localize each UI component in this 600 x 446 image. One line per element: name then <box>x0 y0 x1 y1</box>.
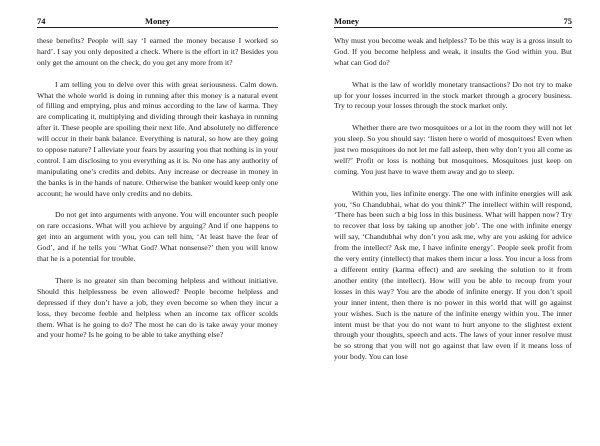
paragraph: these benefits? People will say ‘I earned the money because I worked so hard’. I say you only deposited a check. Where is the effort in it? Besides you only get the amount on the check, do you get any more from it? <box>37 36 278 67</box>
left-page-number: 74 <box>37 16 46 26</box>
paragraph: Do not get into arguments with anyone. You will encounter such people on rare occasions. What will you achieve by arguing? And if one happens to get into an argument with you, you can tell him, ‘At least have the fear of God’, and if he tells you ‘What God? What nonsense?’ then you will know that he is a potential for trouble. <box>37 210 278 264</box>
paragraph: I am telling you to delve over this with great seriousness. Calm down. What the whole world is doing in running after this money is a natural event of filling and emptying, plus and minus according to the law of karma. They are complicating it, multiplying and dividing through their kashaya in running after it. These people are spoiling their next life. And absolutely no difference will occur in their bank balance. Everything is natural, so how are they going to oppose nature? I alleviate your fears by assuring you that nothing is in your control. I am disclosing to you everything as it is. No one has any authority of manipulating one’s credits and debits. Any increase or decrease in money in the banks is in the hands of nature. Otherwise the banker would keep only one account; he would have only credits and no debits. <box>37 79 278 198</box>
left-running-title: Money <box>144 16 171 26</box>
paragraph: What is the law of worldly monetary transactions? Do not try to make up for your losses incurred in the stock market through a grocery business. Try to recoup your losses through the stock market only. <box>334 79 572 111</box>
right-running-title: Money <box>334 16 360 26</box>
right-header-rule <box>334 27 572 28</box>
left-page-header <box>37 0 278 28</box>
paragraph: Within you, lies infinite energy. The one with infinite energies will ask you, ‘So Chandubhai, what do you think?’ The intellect within will respond, ‘There has been such a big loss in this business. What will happen now? Try to recover that loss by taking up another job’. The one with infinite energy will say, ‘Chandubhai why don’t you ask me, why are you asking for advice from the intellect? Ask me, I have infinite energy’. People seek profit from the very entity (intellect) that makes them incur a loss. You incur a loss from a different entity (karma effect) and are seeking the solution to it from another entity (the intellect). How will you be able to recoup from your losses in this way? You are the abode of infinite energy. If you don’t spoil your inner intent, then there is no power in this world that will go against your wishes. Such is the nature of the infinite energy within you. The inner intent must be that you do not want to hurt anyone to the slightest extent through your thoughts, speech and acts. The laws of your inner resolve must be so strong that you will not go against that law even if it means loss of your body. You can lose <box>334 188 572 362</box>
paragraph: Whether there are two mosquitoes or a lot in the room they will not let you sleep. So you should say: ‘listen here o world of mosquitoes! Even when just two mosquitoes do not let me fall asleep, then why don’t you all come as well?’ Profit or loss is nothing but mosquitoes. Mosquitoes just keep on coming. You just have to wave them away and go to sleep. <box>334 123 572 176</box>
right-page <box>300 0 600 446</box>
right-page-number: 75 <box>563 16 572 26</box>
right-page-body <box>334 36 572 363</box>
left-page-body <box>37 36 278 341</box>
paragraph: There is no greater sin than becoming helpless and without initiative. Should this helplessness be even allowed? People become helpless and depressed if they don’t have a job, they even become so when they incur a loss, they become feeble and helpless when an income tax officer scolds them. What is he going to do? The most he can do is take away your money and your home? Is he going to be able to take anything else? <box>37 275 278 340</box>
right-page-header <box>334 0 572 28</box>
paragraph: Why must you become weak and helpless? To be this way is a gross insult to God. If you become helpless and weak, it insults the God within you. But what can God do? <box>334 36 572 67</box>
left-header-rule <box>37 27 278 28</box>
